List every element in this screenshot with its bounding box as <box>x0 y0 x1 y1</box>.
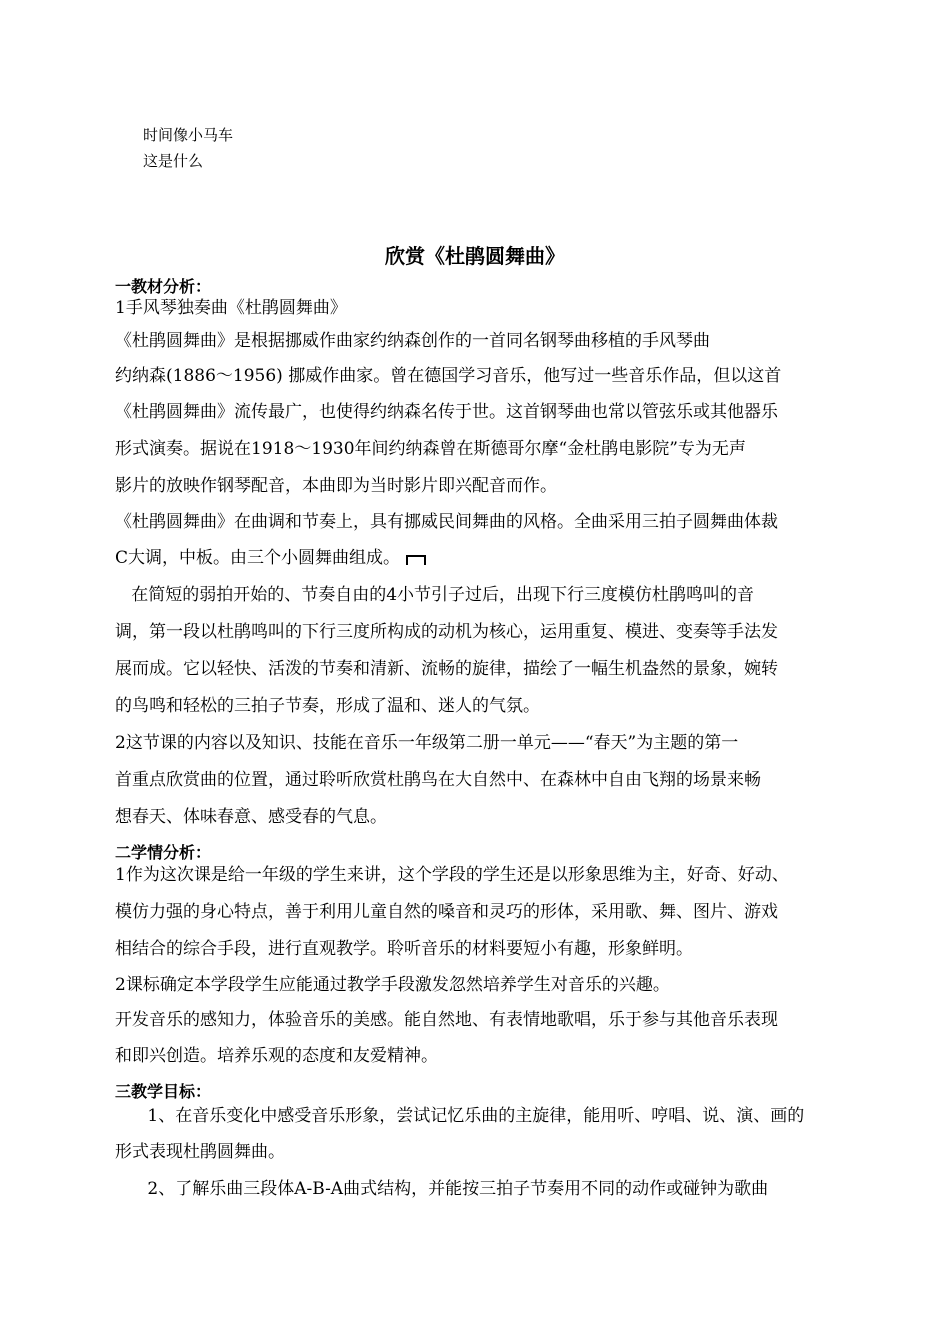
paragraph-line: 1手风琴独奏曲《杜鹃圆舞曲》 <box>115 298 347 318</box>
paragraph-line: 《杜鹃圆舞曲》流传最广，也使得约纳森名传于世。这首钢琴曲也常以管弦乐或其他器乐 <box>115 402 778 422</box>
paragraph-line: 的鸟鸣和轻松的三拍子节奏，形成了温和、迷人的气氛。 <box>115 696 540 716</box>
paragraph-line: 想春天、体味春意、感受春的气息。 <box>115 807 387 827</box>
paragraph-line: 约纳森(1886～1956) 挪威作曲家。曾在德国学习音乐，他写过一些音乐作品，但以这首 <box>115 366 782 386</box>
section-heading-students: 二学情分析： <box>115 843 212 862</box>
anchor-mark-icon <box>406 555 426 565</box>
page-title: 欣赏《杜鹃圆舞曲》 <box>385 244 565 268</box>
paragraph-line: 调，第一段以杜鹃鸣叫的下行三度所构成的动机为核心，运用重复、模进、变奏等手法发 <box>115 622 778 642</box>
paragraph-line: 2、了解乐曲三段体A-B-A曲式结构，并能按三拍子节奏用不同的动作或碰钟为歌曲 <box>115 1179 769 1199</box>
top-note: 时间像小马车 <box>143 126 234 144</box>
paragraph-line: 开发音乐的感知力，体验音乐的美感。能自然地、有表情地歌唱，乐于参与其他音乐表现 <box>115 1010 778 1030</box>
section-heading-goals: 三教学目标： <box>115 1082 212 1101</box>
section-heading-materials: 一教材分析： <box>115 277 212 296</box>
paragraph-line: 1、在音乐变化中感受音乐形象，尝试记忆乐曲的主旋律，能用听、哼唱、说、演、画的 <box>115 1106 805 1126</box>
paragraph-text: C大调，中板。由三个小圆舞曲组成。 <box>115 548 401 568</box>
paragraph-line: 首重点欣赏曲的位置，通过聆听欣赏杜鹃鸟在大自然中、在森林中自由飞翔的场景来畅 <box>115 770 761 790</box>
paragraph-line: 在简短的弱拍开始的、节奏自由的4小节引子过后，出现下行三度模仿杜鹃鸣叫的音 <box>115 585 755 605</box>
top-note: 这是什么 <box>143 152 204 170</box>
paragraph-line: 模仿力强的身心特点，善于利用儿童自然的嗓音和灵巧的形体，采用歌、舞、图片、游戏 <box>115 902 778 922</box>
paragraph-line: 影片的放映作钢琴配音，本曲即为当时影片即兴配音而作。 <box>115 476 557 496</box>
paragraph-line: 形式表现杜鹃圆舞曲。 <box>115 1142 285 1162</box>
paragraph-line: 《杜鹃圆舞曲》是根据挪威作曲家约纳森创作的一首同名钢琴曲移植的手风琴曲 <box>115 331 710 351</box>
paragraph-line: 2这节课的内容以及知识、技能在音乐一年级第二册一单元——“春天”为主题的第一 <box>115 733 739 753</box>
paragraph-line: 相结合的综合手段，进行直观教学。聆听音乐的材料要短小有趣，形象鲜明。 <box>115 939 693 959</box>
paragraph-line: 2课标确定本学段学生应能通过教学手段激发忽然培养学生对音乐的兴趣。 <box>115 975 670 995</box>
paragraph-line: 1作为这次课是给一年级的学生来讲，这个学段的学生还是以形象思维为主，好奇、好动、 <box>115 865 789 885</box>
paragraph-line: 展而成。它以轻快、活泼的节奏和清新、流畅的旋律，描绘了一幅生机盎然的景象，婉转 <box>115 659 778 679</box>
paragraph-line-with-mark <box>115 547 426 569</box>
paragraph-line: 《杜鹃圆舞曲》在曲调和节奏上，具有挪威民间舞曲的风格。全曲采用三拍子圆舞曲体裁 <box>115 512 778 532</box>
paragraph-line: 和即兴创造。培养乐观的态度和友爱精神。 <box>115 1046 438 1066</box>
paragraph-line: 形式演奏。据说在1918～1930年间约纳森曾在斯德哥尔摩“金杜鹃电影院”专为无声 <box>115 439 746 459</box>
